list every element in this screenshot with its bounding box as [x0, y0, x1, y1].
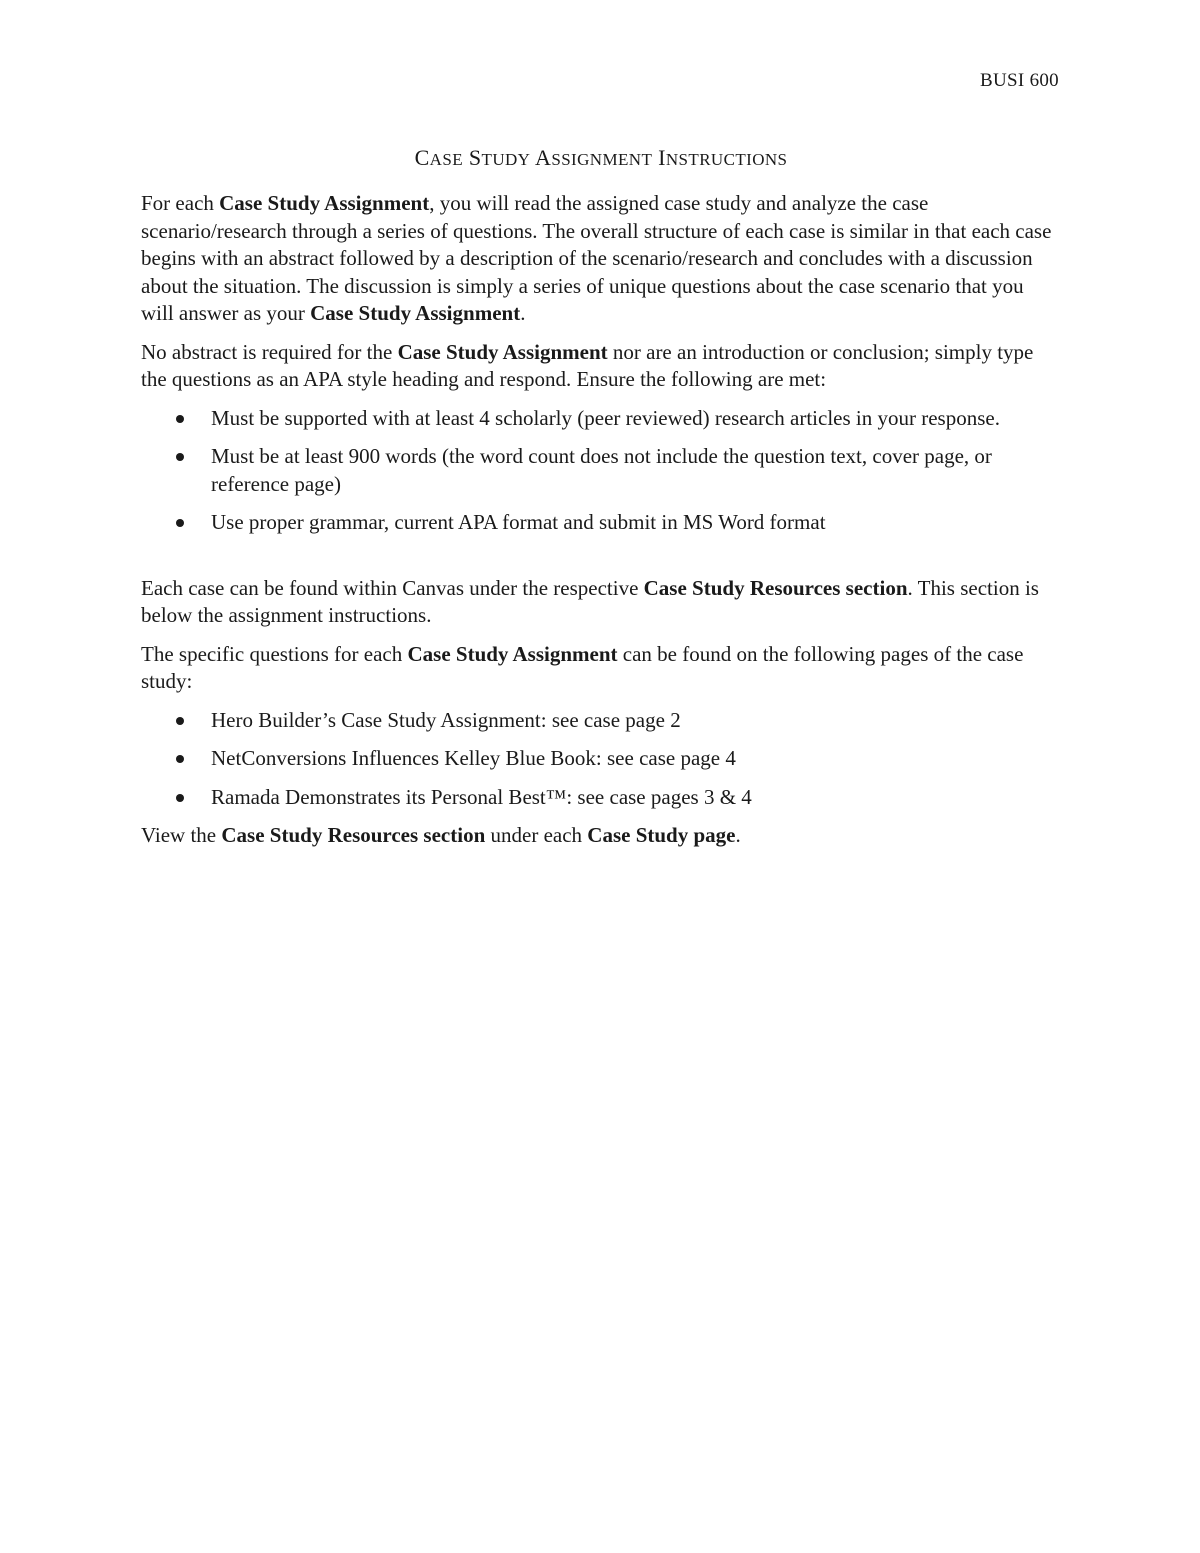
canvas-paragraph: [141, 575, 1061, 630]
intro-text-3: .: [520, 301, 526, 325]
view-bold-1: Case Study Resources section: [221, 823, 486, 847]
list-item: [141, 784, 1061, 812]
view-text-2: under each: [485, 823, 588, 847]
view-bold-2: Case Study page: [587, 823, 736, 847]
intro-text-1: For each: [141, 191, 220, 215]
canvas-text-1: Each case can be found within Canvas under the respective: [141, 575, 644, 600]
view-text-3: .: [735, 823, 741, 847]
list-item-text: Hero Builder’s Case Study Assignment: see case page 2: [211, 707, 681, 732]
document-body: [141, 140, 1061, 861]
list-item-text: Must be at least 900 words (the word count does not include the question text, cover page, or reference page): [211, 444, 992, 496]
list-item: [141, 509, 1061, 537]
title-word-4-cap: I: [658, 145, 666, 170]
bullet-icon: [176, 794, 184, 802]
list-item: [141, 745, 1061, 773]
intro-bold-2: Case Study Assignment: [310, 301, 521, 325]
requirements-paragraph: [141, 339, 1061, 394]
questions-text-1: The specific questions for each: [141, 641, 408, 666]
title-word-2-rest: TUDY: [481, 150, 531, 169]
view-resources-paragraph: [141, 822, 1061, 850]
requirements-list: [141, 405, 1061, 537]
list-item-text: Use proper grammar, current APA format and submit in MS Word format: [211, 510, 826, 534]
bullet-icon: [176, 519, 184, 527]
list-item: [141, 405, 1061, 433]
questions-bold-1: Case Study Assignment: [407, 641, 618, 666]
title-word-4-rest: NSTRUCTIONS: [665, 150, 788, 169]
list-item: [141, 443, 1061, 498]
title-word-2-cap: S: [468, 145, 482, 170]
bullet-icon: [176, 717, 184, 725]
bullet-icon: [176, 453, 184, 461]
list-item-text: NetConversions Influences Kelley Blue Book: see case page 4: [211, 746, 736, 770]
intro-paragraph: [141, 190, 1061, 328]
cases-list: [141, 707, 1061, 812]
list-item-text: Ramada Demonstrates its Personal Best™: see case pages 3 & 4: [211, 784, 752, 809]
title-word-1-cap: C: [414, 145, 430, 170]
bullet-icon: [176, 755, 184, 763]
intro-bold-1: Case Study Assignment: [219, 191, 430, 215]
list-item-text: Must be supported with at least 4 scholarly (peer reviewed) research articles in your response.: [211, 405, 1000, 430]
list-item: [141, 707, 1061, 735]
bullet-icon: [176, 415, 184, 423]
req-text-2: nor are an introduction or conclusion; simply type the questions as an APA style heading and respond. Ensure the following are met:: [141, 339, 1034, 391]
canvas-bold-1: Case Study Resources section: [643, 575, 908, 600]
questions-text-2: can be found on the following pages of the case study:: [141, 641, 1024, 693]
intro-text-2: , you will read the assigned case study and analyze the case scenario/research through a series of questions. The overall structure of each case is similar in that each case begins with an abstract followed by a description of the scenario/research and concludes with a discussion about the situation. The discussion is simply a series of unique questions about the case scenario that you will answer as your: [141, 191, 1052, 325]
title-word-3-rest: SSIGNMENT: [551, 150, 653, 169]
questions-paragraph: [141, 641, 1061, 696]
title-word-3-cap: A: [535, 145, 552, 170]
course-code-header: BUSI 600: [980, 70, 1059, 91]
spacer: [141, 548, 1061, 575]
req-text-1: No abstract is required for the: [141, 339, 398, 364]
view-text-1: View the: [141, 823, 222, 847]
page-title: [141, 140, 1061, 178]
req-bold-1: Case Study Assignment: [397, 339, 608, 364]
canvas-text-2: . This section is below the assignment instructions.: [141, 575, 1039, 627]
title-word-1-rest: ASE: [429, 150, 463, 169]
